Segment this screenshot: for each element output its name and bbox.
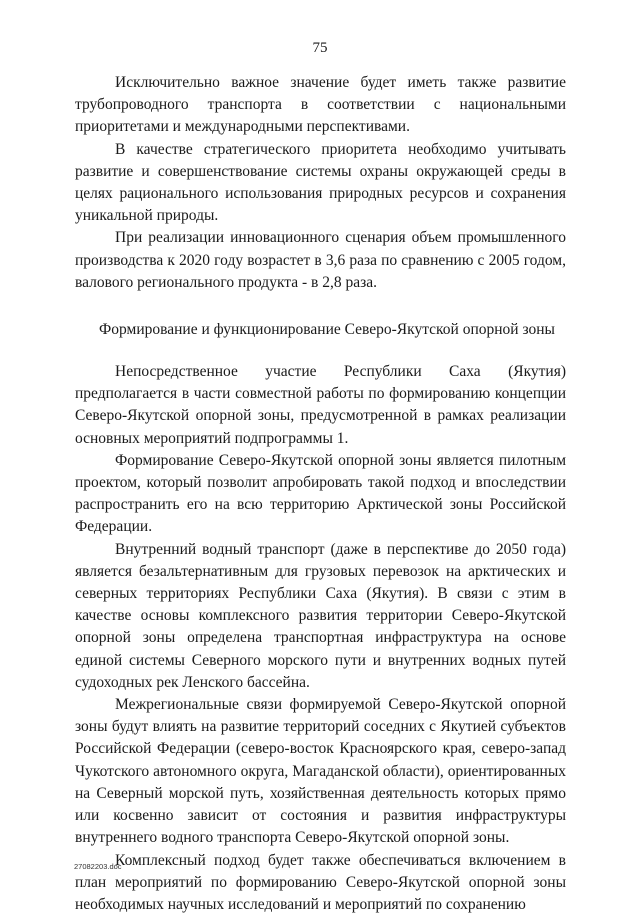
paragraph-environment-protection: В качестве стратегического приоритета необходимо учитывать развитие и совершенствование системы охраны окружающей среды в целях рационального использования природных ресурсов и сохранения уникальной природы. — [75, 139, 566, 228]
paragraph-innovation-scenario: При реализации инновационного сценария объем промышленного производства к 2020 году возрастет в 3,6 раза по сравнению с 2005 годом, валового регионального продукта - в 2,8 раза. — [75, 227, 566, 294]
paragraph-pipeline-transport: Исключительно важное значение будет иметь также развитие трубопроводного транспорта в соответствии с национальными приоритетами и международными перспективами. — [75, 72, 566, 139]
document-file-code: 27082203.doc — [74, 862, 122, 871]
paragraph-republic-participation: Непосредственное участие Республики Саха (Якутия) предполагается в части совместной работы по формированию концепции Северо-Якутской опорной зоны, предусмотренной в рамках реализации основных мероприятий подпрограммы 1. — [75, 361, 566, 450]
paragraph-complex-approach: Комплексный подход будет также обеспечиваться включением в план мероприятий по формированию Северо-Якутской опорной зоны необходимых научных исследований и мероприятий по сохранению — [75, 850, 566, 916]
paragraph-interregional-links: Межрегиональные связи формируемой Северо-Якутской опорной зоны будут влиять на развитие территорий соседних с Якутией субъектов Российской Федерации (северо-восток Красноярского края, северо-запад Чукотского автономного округа, Магаданской области), ориентированных на Северный морской путь, хозяйственная деятельность которых прямо или косвенно зависит от состояния и развития инфраструктуры внутреннего водного транспорта Северо-Якутской опорной зоны. — [75, 694, 566, 849]
paragraph-inland-water-transport: Внутренний водный транспорт (даже в перспективе до 2050 года) является безальтернативным для грузовых перевозок на арктических и северных территориях Республики Саха (Якутия). В связи с этим в качестве основы комплексного развития территории Северо-Якутской опорной зоны определена транспортная инфраструктура на основе единой системы Северного морского пути и внутренних водных путей судоходных рек Ленского бассейна. — [75, 539, 566, 694]
section-heading: Формирование и функционирование Северо-Якутской опорной зоны — [75, 319, 566, 341]
paragraph-pilot-project: Формирование Северо-Якутской опорной зоны является пилотным проектом, который позволит апробировать такой подход и впоследствии распространить его на всю территорию Арктической зоны Российской Федерации. — [75, 450, 566, 539]
document-body — [75, 72, 566, 916]
page-number: 75 — [0, 40, 640, 57]
